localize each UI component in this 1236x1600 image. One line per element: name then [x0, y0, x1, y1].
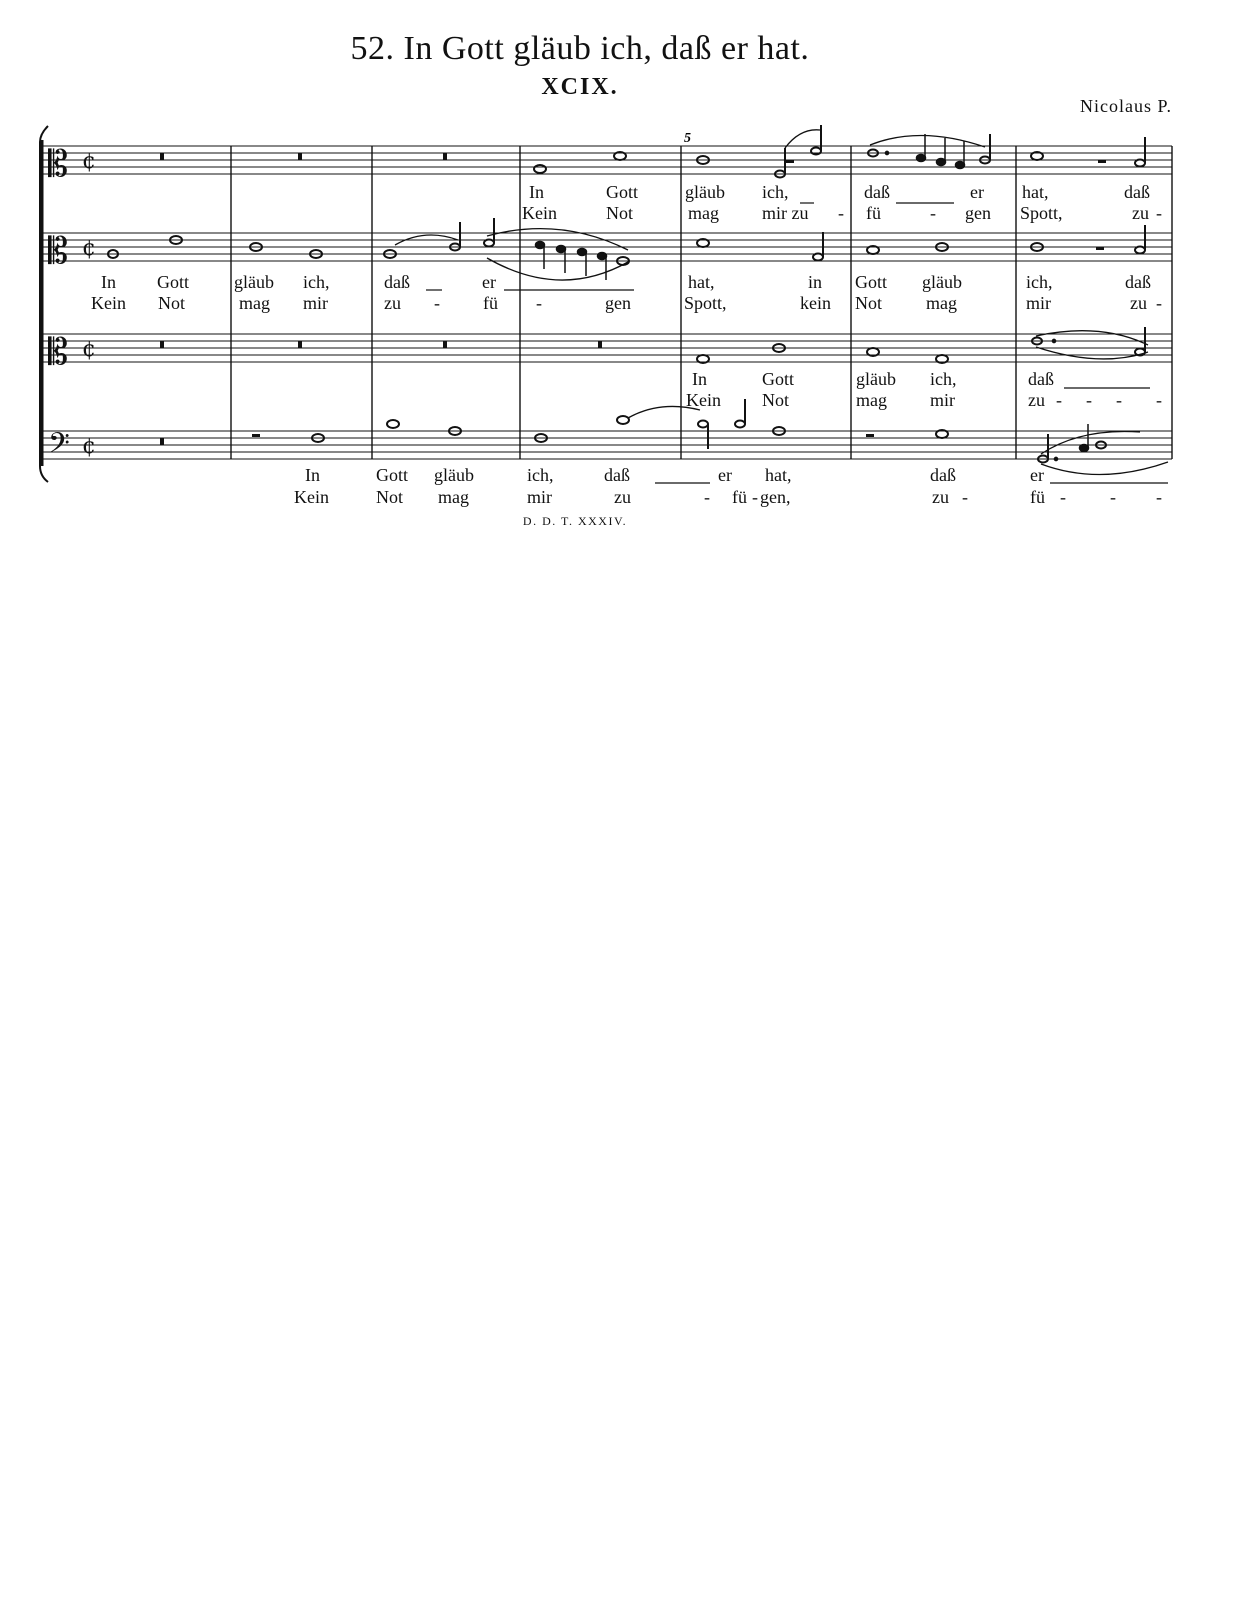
lyric-syllable: -	[1086, 390, 1092, 410]
lyric-syllable: mir	[1026, 293, 1051, 313]
svg-text:¢: ¢	[82, 149, 96, 174]
staff-tenor	[42, 334, 1172, 362]
lyric-syllable: In	[305, 465, 320, 485]
lyric-syllable: -	[1156, 487, 1162, 507]
lyric-syllable: daß	[1028, 369, 1054, 389]
lyric-syllable: Kein	[294, 487, 329, 507]
lyric-syllable: daß	[604, 465, 630, 485]
lyric-syllable: zu	[1028, 390, 1045, 410]
lyric-syllable: er	[718, 465, 732, 485]
lyric-syllable: fü	[866, 203, 881, 223]
lyric-syllable: Kein	[522, 203, 557, 223]
lyric-syllable: kein	[800, 293, 831, 313]
lyric-syllable: hat,	[688, 272, 715, 292]
lyric-syllable: mir zu	[762, 203, 809, 223]
lyric-syllable: Not	[855, 293, 882, 313]
lyric-syllable: gläub	[922, 272, 962, 292]
lyric-syllable: hat,	[765, 465, 792, 485]
composer-name: Nicolaus P.	[1080, 96, 1172, 116]
measure-number: 5	[684, 131, 691, 146]
lyric-syllable: -	[838, 203, 844, 223]
lyric-syllable: zu	[932, 487, 949, 507]
lyric-syllable: -	[1156, 203, 1162, 223]
lyric-syllable: mir	[527, 487, 552, 507]
lyric-syllable: -	[752, 487, 758, 507]
lyric-syllable: Not	[376, 487, 403, 507]
lyric-syllable: ich,	[930, 369, 957, 389]
staff-bass	[42, 431, 1172, 459]
source-citation: D. D. T. XXXIV.	[522, 514, 628, 528]
lyric-syllable: gläub	[234, 272, 274, 292]
lyric-syllable: In	[101, 272, 116, 292]
lyric-syllable: daß	[1125, 272, 1151, 292]
svg-text:𝄡: 𝄡	[48, 332, 69, 373]
lyric-syllable: -	[434, 293, 440, 313]
lyric-syllable: daß	[864, 182, 890, 202]
lyric-syllable: gen,	[760, 487, 791, 507]
lyric-syllable: -	[1056, 390, 1062, 410]
c-clef-icon	[48, 144, 68, 373]
lyric-syllable: zu	[614, 487, 631, 507]
lyric-syllable: gläub	[685, 182, 725, 202]
lyric-syllable: zu	[384, 293, 401, 313]
lyric-syllable: hat,	[1022, 182, 1049, 202]
svg-text:¢: ¢	[82, 236, 96, 261]
lyric-syllable: gläub	[434, 465, 474, 485]
lyric-syllable: Gott	[762, 369, 795, 389]
svg-text:¢: ¢	[82, 337, 96, 362]
lyric-syllable: -	[536, 293, 542, 313]
lyric-syllable: er	[1030, 465, 1044, 485]
lyric-syllable: Gott	[855, 272, 888, 292]
lyric-syllable: -	[930, 203, 936, 223]
lyric-syllable: gläub	[856, 369, 896, 389]
lyric-syllable: zu	[1130, 293, 1147, 313]
lyric-syllable: In	[529, 182, 544, 202]
lyric-syllable: Kein	[91, 293, 126, 313]
lyric-syllable: daß	[1124, 182, 1150, 202]
lyric-syllable: gen	[605, 293, 631, 313]
lyric-syllable: ich,	[303, 272, 330, 292]
staff-soprano	[42, 146, 1172, 174]
lyric-syllable: In	[692, 369, 707, 389]
lyric-syllable: mir	[930, 390, 955, 410]
lyric-syllable: mir	[303, 293, 328, 313]
lyric-syllable: ich,	[527, 465, 554, 485]
bass-clef-icon: 𝄢	[48, 427, 70, 467]
lyric-syllable: mag	[856, 390, 887, 410]
lyric-syllable: ich,	[762, 182, 789, 202]
lyric-syllable: -	[704, 487, 710, 507]
lyric-syllable: fü	[483, 293, 498, 313]
piece-number-roman: XCIX.	[541, 74, 619, 100]
piece-title: 52. In Gott gläub ich, daß er hat.	[350, 30, 810, 67]
lyric-syllable: mag	[239, 293, 270, 313]
lyric-syllable: fü	[732, 487, 747, 507]
lyric-syllable: -	[1110, 487, 1116, 507]
lyric-syllable: mag	[688, 203, 719, 223]
lyric-syllable: Not	[158, 293, 185, 313]
lyric-syllable: Not	[762, 390, 789, 410]
lyric-syllable: in	[808, 272, 823, 292]
lyric-syllable: mag	[926, 293, 957, 313]
lyric-syllable: mag	[438, 487, 469, 507]
lyric-syllable: Gott	[606, 182, 639, 202]
lyric-syllable: er	[482, 272, 496, 292]
lyric-syllable: ich,	[1026, 272, 1053, 292]
lyric-syllable: daß	[930, 465, 956, 485]
svg-text:¢: ¢	[82, 434, 96, 459]
lyric-syllable: Spott,	[684, 293, 727, 313]
lyric-syllable: -	[1116, 390, 1122, 410]
lyric-syllable: -	[1156, 390, 1162, 410]
lyric-syllable: Gott	[157, 272, 190, 292]
lyric-syllable: gen	[965, 203, 991, 223]
lyric-syllable: Kein	[686, 390, 721, 410]
lyric-syllable: Spott,	[1020, 203, 1063, 223]
lyric-syllable: -	[1156, 293, 1162, 313]
lyric-syllable: er	[970, 182, 984, 202]
lyric-syllable: fü	[1030, 487, 1045, 507]
lyric-syllable: -	[1060, 487, 1066, 507]
lyric-syllable: daß	[384, 272, 410, 292]
svg-text:𝄡: 𝄡	[48, 144, 69, 185]
lyric-syllable: zu	[1132, 203, 1149, 223]
svg-text:𝄡: 𝄡	[48, 231, 69, 272]
lyric-syllable: Gott	[376, 465, 409, 485]
lyric-syllable: Not	[606, 203, 633, 223]
lyric-syllable: -	[962, 487, 968, 507]
